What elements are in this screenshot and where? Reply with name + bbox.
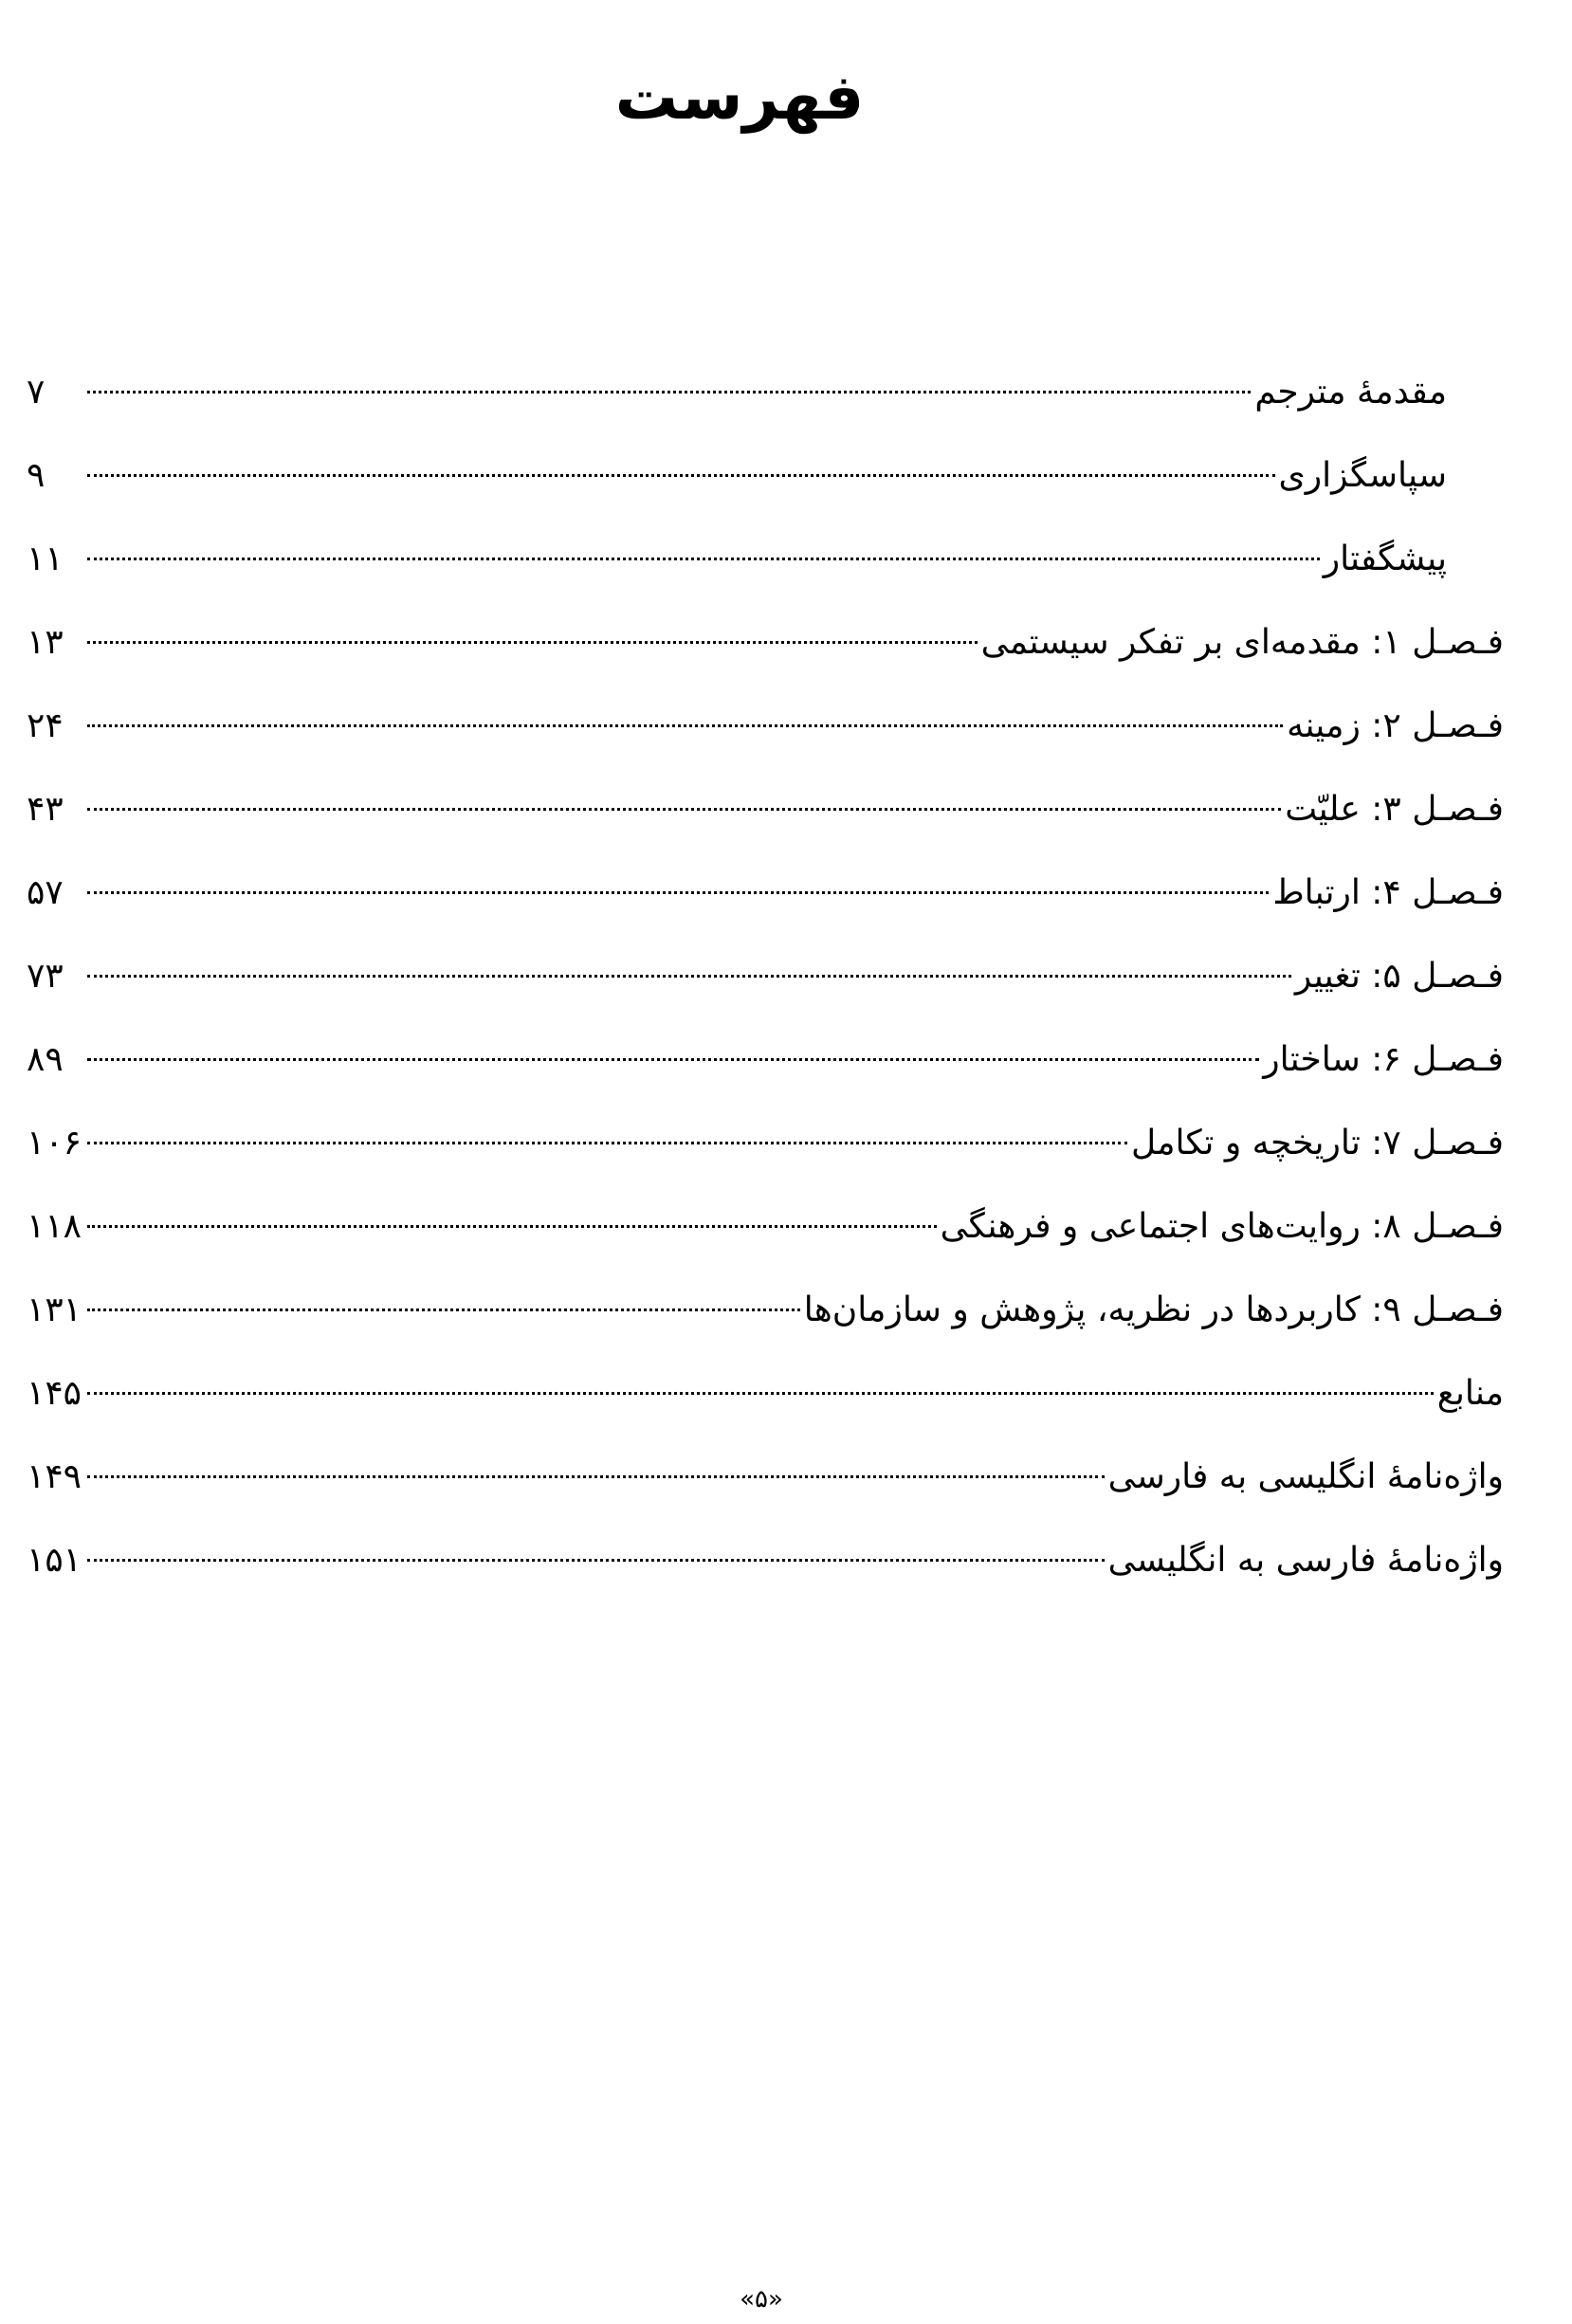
toc-entry[interactable]: [27, 685, 1504, 768]
toc-dot-leader: [87, 808, 1281, 811]
toc-entry[interactable]: [27, 1269, 1504, 1352]
toc-entry[interactable]: [27, 1102, 1504, 1185]
toc-dot-leader: [87, 724, 1283, 727]
table-of-contents: [27, 351, 1504, 1602]
page-title: فهرست: [614, 61, 865, 134]
toc-dot-leader: [87, 641, 978, 644]
toc-entry-title: واژه‌نامهٔ فارسی به انگلیسی: [1107, 1541, 1504, 1580]
toc-entry-page: ۱۵۱: [27, 1541, 82, 1580]
toc-entry[interactable]: [27, 1352, 1504, 1436]
toc-entry[interactable]: [27, 935, 1504, 1018]
toc-entry-page: ۹: [27, 456, 46, 495]
toc-entry-title: فـصـل ۴: ارتباط: [1272, 873, 1504, 912]
toc-entry-page: ۱۱۸: [27, 1207, 82, 1246]
toc-entry-page: ۱۴۵: [27, 1374, 82, 1413]
toc-entry-page: ۱۳۱: [27, 1290, 82, 1329]
toc-entry[interactable]: [27, 1185, 1504, 1269]
toc-dot-leader: [87, 1392, 1434, 1395]
toc-entry-page: ۷۳: [27, 957, 64, 996]
toc-entry-title: فـصـل ۲: زمینه: [1287, 706, 1504, 745]
toc-entry-title: فـصـل ۱: مقدمه‌ای بر تفکر سیستمی: [980, 623, 1504, 662]
toc-dot-leader: [87, 1559, 1105, 1562]
toc-dot-leader: [87, 891, 1269, 894]
toc-entry-title: سپاسگزاری: [1278, 456, 1447, 495]
toc-dot-leader: [87, 558, 1320, 560]
toc-entry[interactable]: [27, 351, 1504, 434]
toc-dot-leader: [87, 474, 1275, 477]
toc-dot-leader: [87, 391, 1251, 393]
page-number: «۵»: [740, 2285, 783, 2314]
toc-entry-title: فـصـل ۸: روایت‌های اجتماعی و فرهنگی: [940, 1207, 1504, 1246]
toc-entry-page: ۱۰۶: [27, 1124, 82, 1162]
toc-entry-title: پیشگفتار: [1323, 540, 1447, 578]
toc-entry[interactable]: [27, 768, 1504, 851]
toc-entry[interactable]: [27, 601, 1504, 685]
toc-dot-leader: [87, 1058, 1259, 1061]
toc-entry[interactable]: [27, 1519, 1504, 1602]
toc-entry-page: ۱۳: [27, 623, 64, 662]
toc-dot-leader: [87, 1225, 937, 1228]
toc-dot-leader: [87, 1475, 1105, 1478]
toc-entry-title: فـصـل ۷: تاریخچه و تکامل: [1130, 1124, 1504, 1162]
toc-entry[interactable]: [27, 851, 1504, 935]
toc-entry-page: ۴۳: [27, 790, 64, 829]
toc-dot-leader: [87, 975, 1291, 978]
toc-dot-leader: [87, 1142, 1127, 1144]
toc-entry-title: مقدمهٔ مترجم: [1254, 373, 1447, 412]
toc-entry-title: فـصـل ۵: تغییر: [1294, 957, 1504, 996]
toc-entry-page: ۱۱: [27, 540, 64, 578]
toc-dot-leader: [87, 1308, 800, 1311]
toc-entry-page: ۸۹: [27, 1040, 64, 1079]
toc-entry[interactable]: [27, 518, 1504, 601]
toc-entry-page: ۵۷: [27, 873, 64, 912]
toc-entry-title: فـصـل ۶: ساختار: [1263, 1040, 1504, 1079]
toc-entry-page: ۲۴: [27, 706, 64, 745]
toc-entry-page: ۷: [27, 373, 46, 412]
toc-entry[interactable]: [27, 434, 1504, 518]
toc-entry-title: فـصـل ۹: کاربردها در نظریه، پژوهش و سازمان‌ها: [803, 1290, 1504, 1329]
toc-entry-title: منابع: [1436, 1374, 1504, 1413]
toc-entry-title: فـصـل ۳: علیّت: [1285, 790, 1504, 829]
toc-entry-title: واژه‌نامهٔ انگلیسی به فارسی: [1107, 1457, 1504, 1496]
toc-entry[interactable]: [27, 1436, 1504, 1519]
toc-entry-page: ۱۴۹: [27, 1457, 82, 1496]
toc-entry[interactable]: [27, 1018, 1504, 1102]
